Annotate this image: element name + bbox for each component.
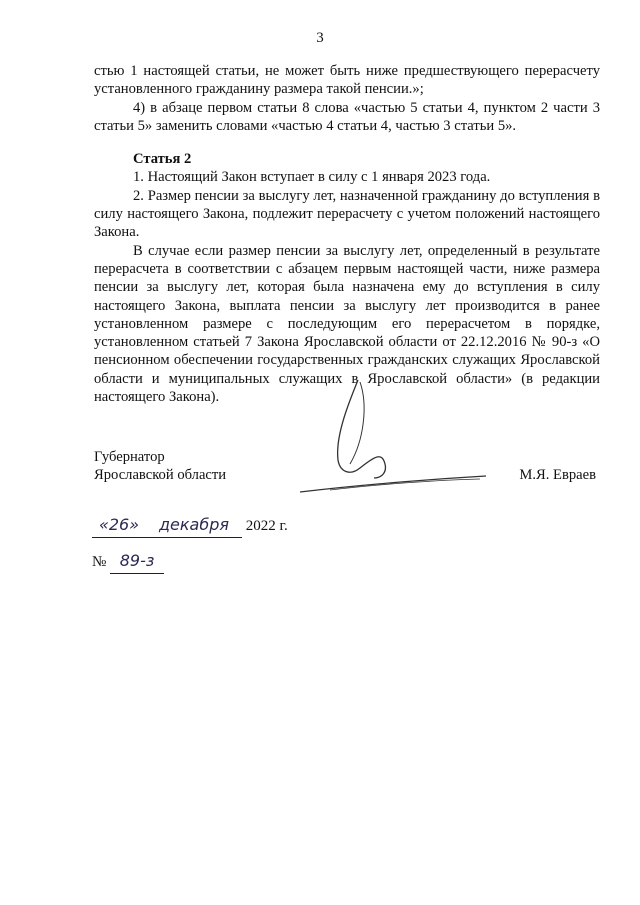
handwritten-signature bbox=[290, 360, 490, 500]
article-paragraph: 2. Размер пенсии за выслугу лет, назначенной гражданину до вступления в силу настоящего Закона, подлежит перерасчету с учетом положений настоящего Закона. bbox=[94, 187, 600, 241]
signer-title-line: Ярославской области bbox=[94, 467, 227, 483]
signer-title-line: Губернатор bbox=[94, 449, 165, 465]
paragraph-continuation: стью 1 настоящей статьи, не может быть ниже предшествующего перерасчету установленного гражданину размера такой пенсии.»; bbox=[94, 63, 600, 98]
paragraph-item-4: 4) в абзаце первом статьи 8 слова «частью 5 статьи 4, пунктом 2 части 3 статьи 5» заменить словами «частью 4 статьи 4, частью 3 статьи 5». bbox=[94, 99, 600, 134]
law-number-field bbox=[110, 550, 164, 574]
date-line bbox=[92, 514, 288, 538]
date-month: декабря bbox=[158, 515, 230, 534]
date-day-field: «26» bbox=[92, 514, 146, 538]
article-heading: Статья 2 bbox=[133, 151, 192, 168]
date-month-field bbox=[146, 514, 242, 538]
date-year: 2022 г. bbox=[245, 518, 288, 534]
law-text bbox=[94, 62, 600, 406]
article-paragraph: 1. Настоящий Закон вступает в силу с 1 января 2023 года. bbox=[133, 169, 491, 186]
law-number: 89-з bbox=[119, 551, 155, 570]
number-sign: № bbox=[92, 554, 107, 570]
date-day: 26 bbox=[108, 515, 130, 534]
signer-title bbox=[94, 448, 226, 484]
law-number-line bbox=[92, 550, 164, 574]
article-paragraph: В случае если размер пенсии за выслугу лет, определенный в результате перерасчета в соответствии с абзацем первым настоящей части, ниже размера пенсии за выслугу лет, которая была назначена ему до вступления в силу настоящего Закона, выплата пенсии за выслугу лет производится в ранее установленном размере с последующим его перерасчетом в порядке, установленном статьей 7 Закона Ярославской области от 22.12.2016 № 90-з «О пенсионном обеспечении государственных гражданских служащих Ярославской области и муниципальных служащих в Ярославской области» (в редакции настоящего Закона). bbox=[94, 242, 600, 406]
page-number: 3 bbox=[316, 30, 324, 46]
signer-name: М.Я. Евраев bbox=[519, 467, 596, 483]
